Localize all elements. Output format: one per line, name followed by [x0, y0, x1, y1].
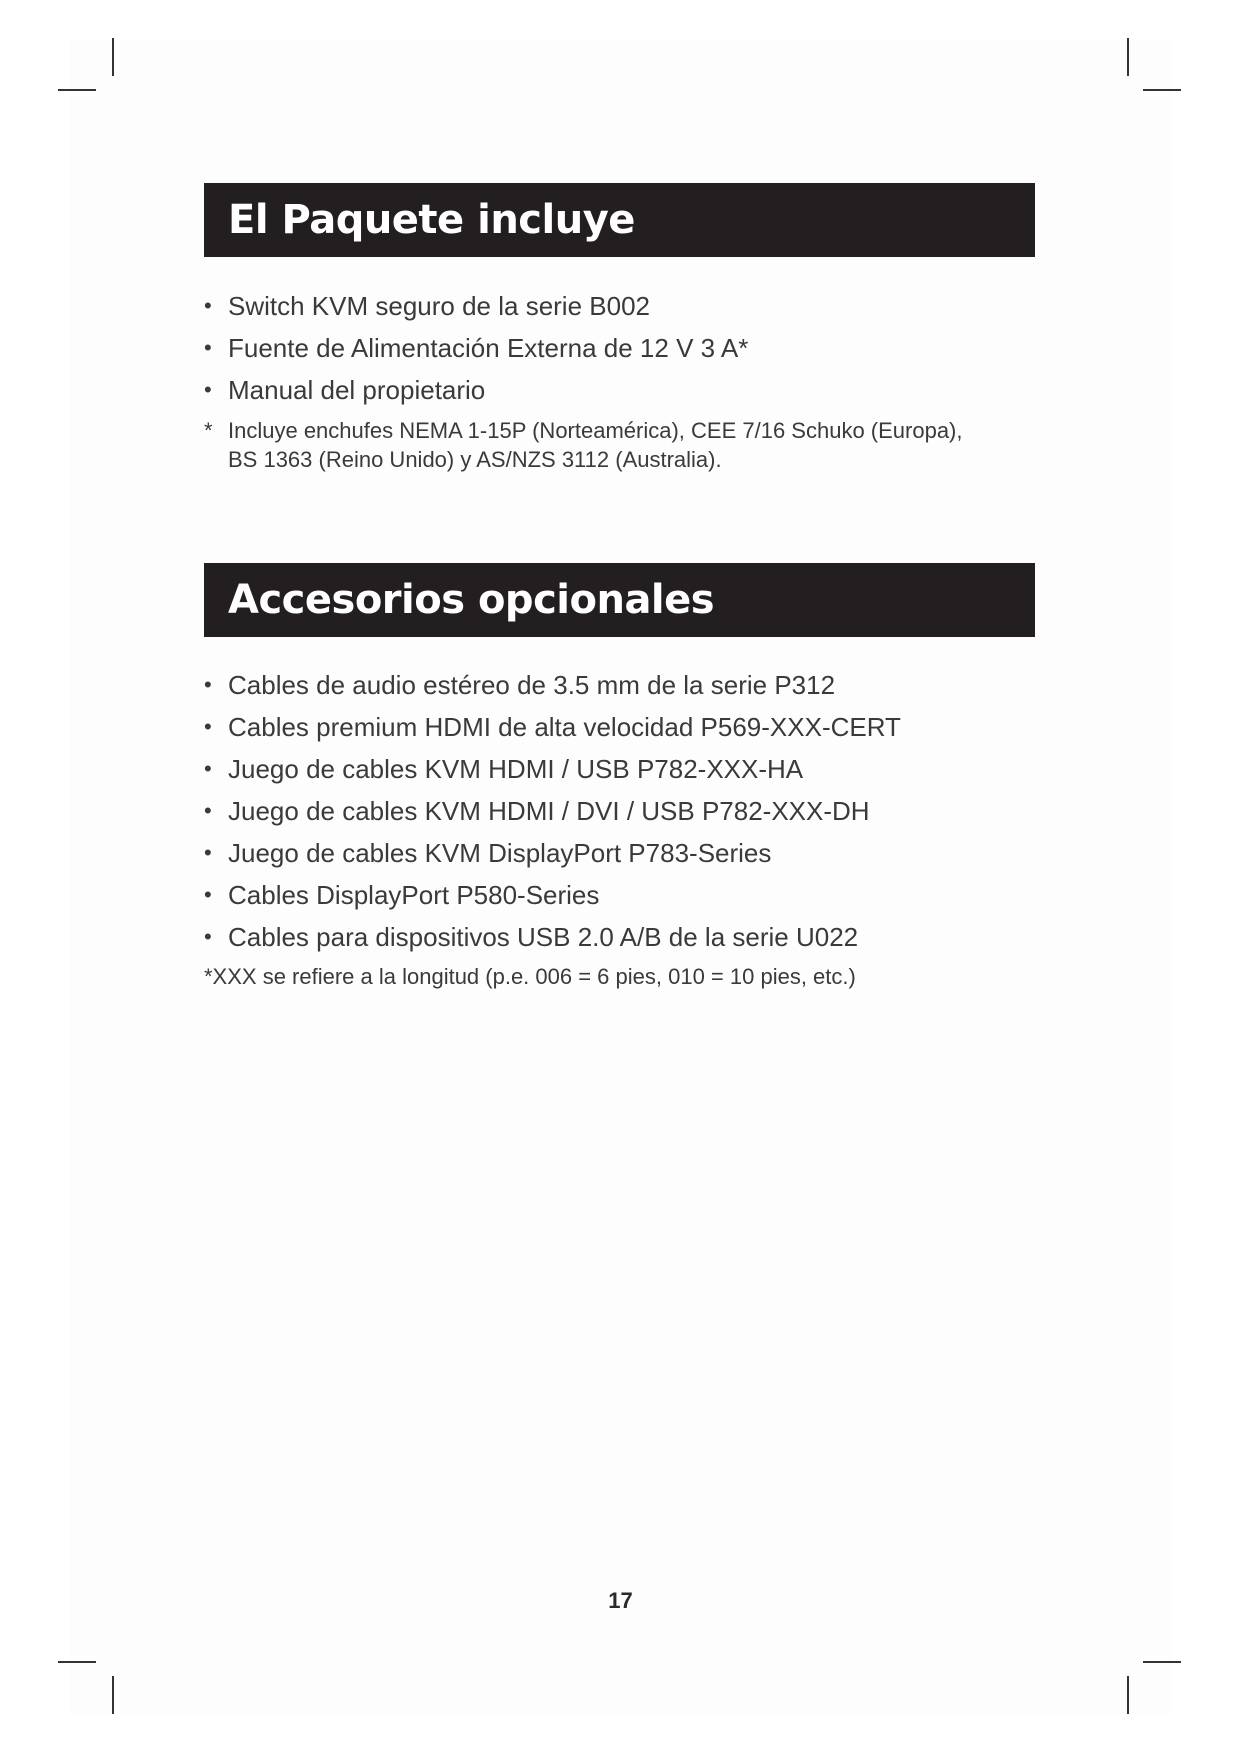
- crop-mark-bottom-right-horizontal: [1143, 1661, 1181, 1663]
- crop-mark-bottom-right-vertical: [1127, 1676, 1129, 1714]
- list-item-text: Cables de audio estéreo de 3.5 mm de la serie P312: [228, 670, 836, 700]
- list-item-text: Fuente de Alimentación Externa de 12 V 3 A*: [228, 333, 749, 363]
- list-item-text: Juego de cables KVM DisplayPort P783-Series: [228, 838, 772, 868]
- bullet-icon: •: [204, 882, 212, 907]
- crop-mark-bottom-left-horizontal: [58, 1661, 96, 1663]
- crop-mark-top-left-horizontal: [58, 89, 96, 91]
- crop-mark-top-left-vertical: [112, 38, 114, 76]
- list-item-text: Switch KVM seguro de la serie B002: [228, 291, 650, 321]
- list-item: [204, 835, 901, 877]
- list-item-text: Juego de cables KVM HDMI / USB P782-XXX-HA: [228, 754, 804, 784]
- package-contents-list: [204, 288, 748, 414]
- crop-mark-top-right-vertical: [1127, 38, 1129, 76]
- footnote-line: BS 1363 (Reino Unido) y AS/NZS 3112 (Australia).: [228, 447, 722, 472]
- optional-accessories-list: [204, 667, 901, 961]
- crop-mark-bottom-left-vertical: [112, 1676, 114, 1714]
- footnote-line: Incluye enchufes NEMA 1-15P (Norteamérica), CEE 7/16 Schuko (Europa),: [228, 418, 963, 443]
- list-item: [204, 288, 748, 330]
- bullet-icon: •: [204, 756, 212, 781]
- list-item: [204, 709, 901, 751]
- crop-mark-top-right-horizontal: [1143, 89, 1181, 91]
- list-item-text: Cables premium HDMI de alta velocidad P569-XXX-CERT: [228, 712, 901, 742]
- section-header-optional-accessories: Accesorios opcionales: [204, 563, 1035, 637]
- bullet-icon: •: [204, 293, 212, 318]
- list-item: [204, 793, 901, 835]
- package-footnote: [204, 416, 963, 474]
- bullet-icon: •: [204, 335, 212, 360]
- list-item: [204, 751, 901, 793]
- page-number: 17: [608, 1588, 633, 1613]
- accessories-footnote: *XXX se refiere a la longitud (p.e. 006 = 6 pies, 010 = 10 pies, etc.): [204, 964, 856, 989]
- bullet-icon: •: [204, 924, 212, 949]
- list-item-text: Cables DisplayPort P580-Series: [228, 880, 600, 910]
- list-item-text: Cables para dispositivos USB 2.0 A/B de la serie U022: [228, 922, 859, 952]
- footnote-marker: *: [204, 418, 213, 443]
- list-item: [204, 667, 901, 709]
- list-item: [204, 919, 901, 961]
- bullet-icon: •: [204, 798, 212, 823]
- bullet-icon: •: [204, 714, 212, 739]
- list-item: [204, 330, 748, 372]
- bullet-icon: •: [204, 377, 212, 402]
- bullet-icon: •: [204, 672, 212, 697]
- list-item-text: Juego de cables KVM HDMI / DVI / USB P782-XXX-DH: [228, 796, 870, 826]
- list-item: [204, 372, 748, 414]
- bullet-icon: •: [204, 840, 212, 865]
- list-item-text: Manual del propietario: [228, 375, 486, 405]
- list-item: [204, 877, 901, 919]
- section-header-package-contents: El Paquete incluye: [204, 183, 1035, 257]
